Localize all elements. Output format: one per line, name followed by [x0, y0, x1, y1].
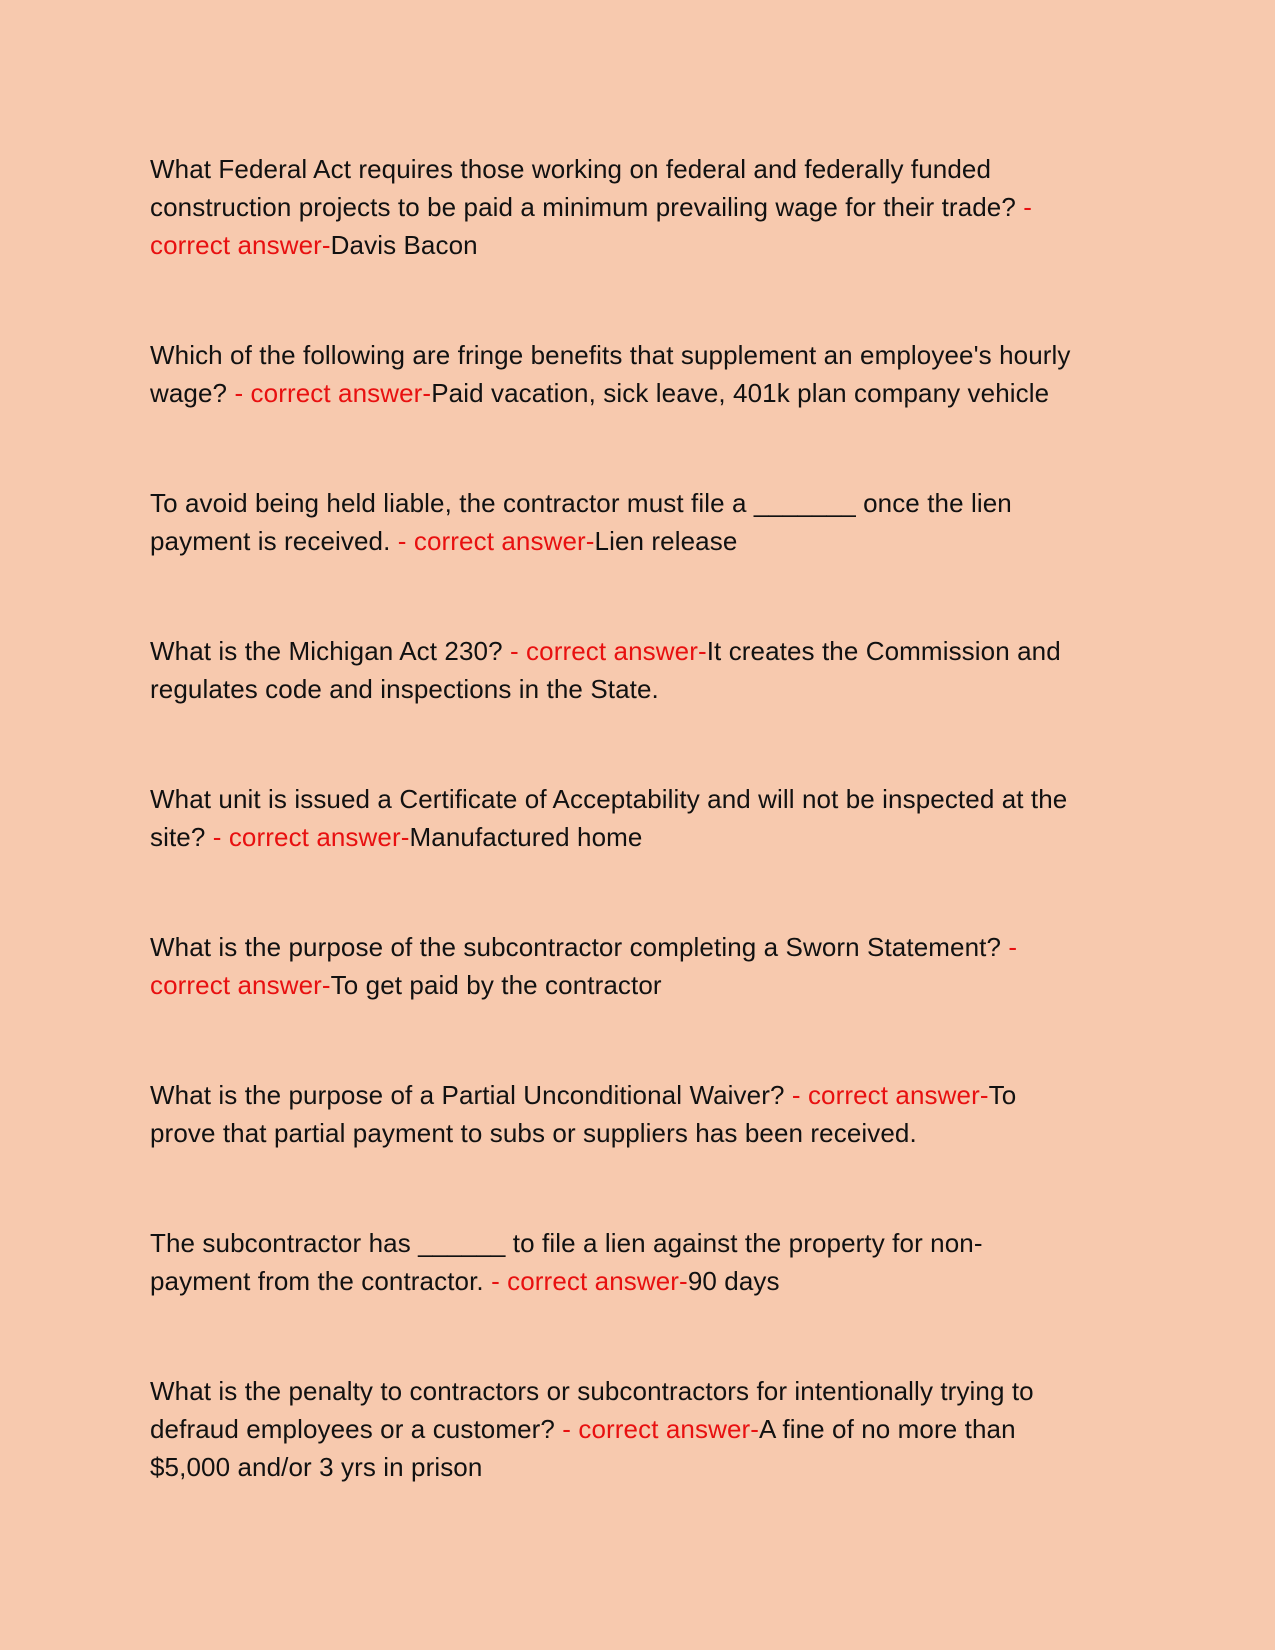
question-text: Which of the following are fringe benefits that supplement an employee's hourly wage?: [150, 340, 1071, 408]
question-text: What is the penalty to contractors or subcontractors for intentionally trying to defraud employees or a customer?: [150, 1376, 1034, 1444]
correct-answer-separator: - correct answer-: [509, 636, 707, 666]
correct-answer-separator: - correct answer-: [234, 378, 432, 408]
question-text: What is the purpose of the subcontractor completing a Sworn Statement?: [150, 932, 1009, 962]
qa-item: [150, 1224, 1075, 1300]
question-text: What Federal Act requires those working on federal and federally funded construction projects to be paid a minimum prevailing wage for their trade?: [150, 154, 1024, 222]
qa-item: [150, 1372, 1075, 1486]
correct-answer-separator: - correct answer-: [397, 526, 595, 556]
answer-text: Lien release: [594, 526, 738, 556]
answer-text: To get paid by the contractor: [330, 970, 662, 1000]
question-text: To avoid being held liable, the contractor must file a _______ once the lien payment is received.: [150, 488, 1012, 556]
qa-item: [150, 150, 1075, 264]
correct-answer-separator: - correct answer-: [491, 1266, 688, 1296]
correct-answer-separator: - correct answer-: [150, 192, 1033, 260]
qa-item: [150, 1076, 1075, 1152]
correct-answer-separator: - correct answer-: [791, 1080, 989, 1110]
answer-text: To prove that partial payment to subs or suppliers has been received.: [150, 1080, 1017, 1148]
qa-item: [150, 780, 1075, 856]
correct-answer-separator: - correct answer-: [150, 932, 1018, 1000]
qa-item: [150, 632, 1075, 708]
answer-text: It creates the Commission and regulates code and inspections in the State.: [150, 636, 1061, 704]
qa-item: [150, 336, 1075, 412]
answer-text: 90 days: [687, 1266, 780, 1296]
question-text: What unit is issued a Certificate of Acceptability and will not be inspected at the site?: [150, 784, 1068, 852]
question-text: The subcontractor has ______ to file a lien against the property for non-payment from the contractor.: [150, 1228, 983, 1296]
correct-answer-separator: - correct answer-: [212, 822, 410, 852]
question-text: What is the Michigan Act 230?: [150, 636, 510, 666]
question-text: What is the purpose of a Partial Unconditional Waiver?: [150, 1080, 792, 1110]
answer-text: Davis Bacon: [330, 230, 478, 260]
answer-text: A fine of no more than $5,000 and/or 3 yrs in prison: [150, 1414, 1016, 1482]
answer-text: Manufactured home: [409, 822, 643, 852]
answer-text: Paid vacation, sick leave, 401k plan company vehicle: [431, 378, 1050, 408]
qa-item: [150, 484, 1075, 560]
qa-item: [150, 928, 1075, 1004]
correct-answer-separator: - correct answer-: [562, 1414, 760, 1444]
